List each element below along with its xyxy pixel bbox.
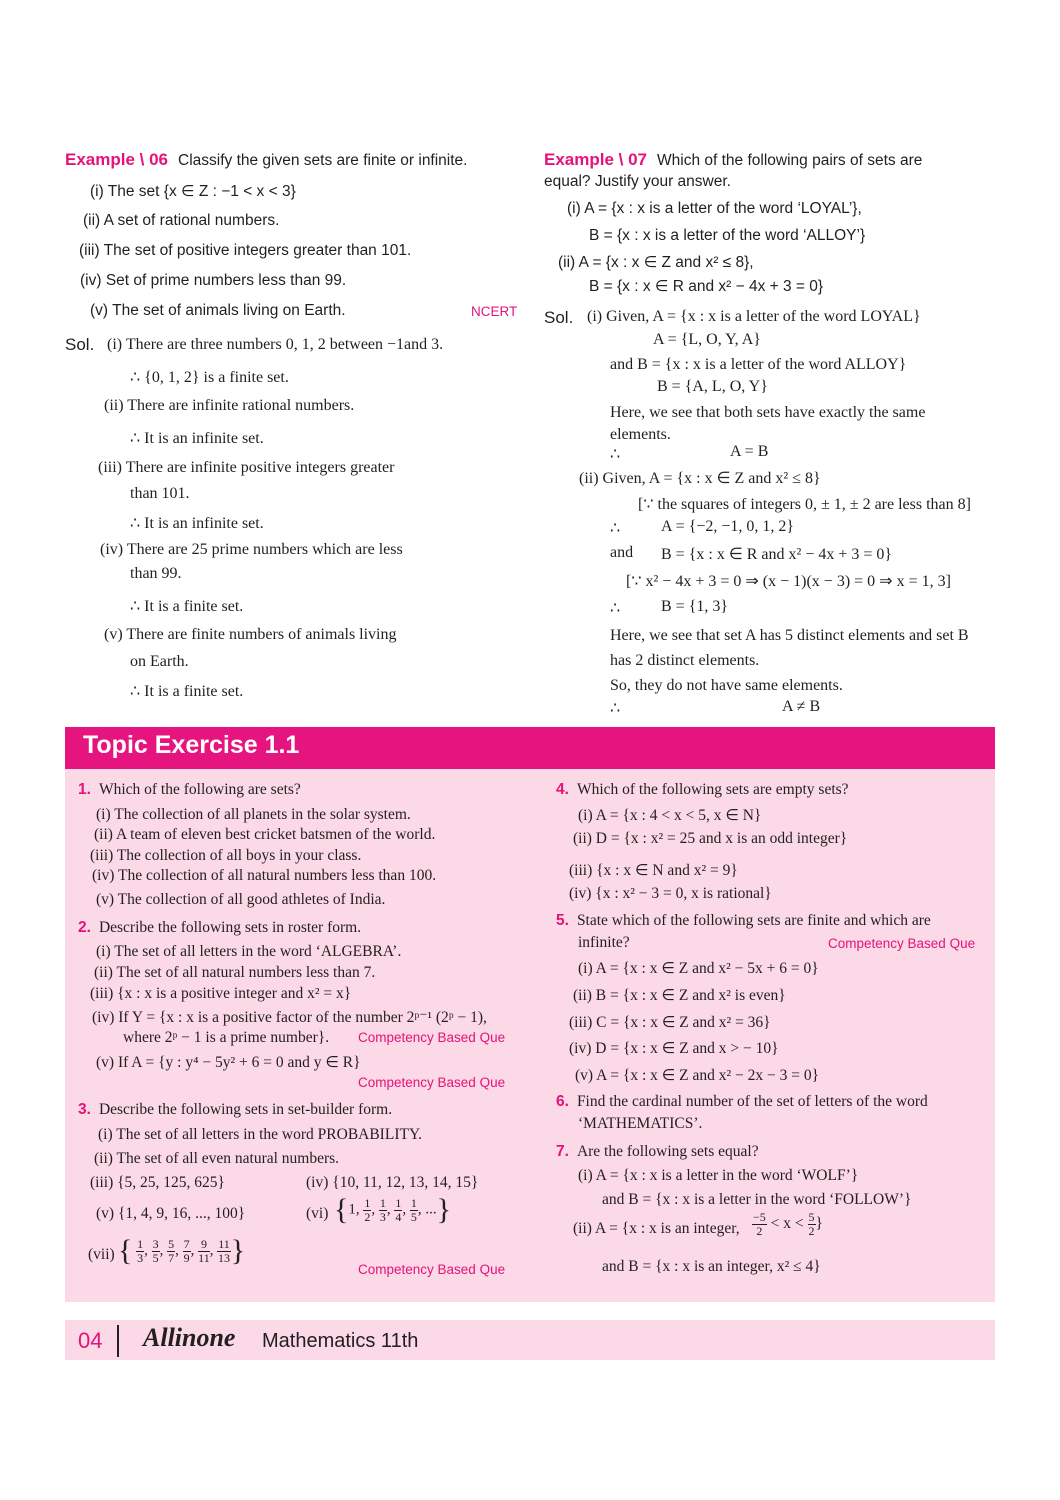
q4-item-1: (i) A = {x : 4 < x < 5, x ∈ N} bbox=[578, 807, 762, 824]
q4-item-4: (iv) {x : x² − 3 = 0, x is rational} bbox=[569, 885, 772, 902]
exercise-q7 bbox=[556, 1143, 759, 1161]
ex06-item-5: (v) The set of animals living on Earth. bbox=[90, 302, 346, 319]
example-06-question: Classify the given sets are finite or infinite. bbox=[178, 152, 468, 169]
q3-item-7-set: { $\frac{1}{3}$ , $\frac{3}{5}$ , $\frac{5}{7}$ , $\frac{7}{9}$ , $\frac{9}{11}$ , $\frac{11}{13}$ } bbox=[118, 1234, 246, 1267]
ex07-sol-4: B = {A, L, O, Y} bbox=[657, 378, 768, 395]
exercise-q4 bbox=[556, 781, 849, 799]
ex07-sol-21: ∴ bbox=[610, 700, 621, 717]
q7-frac-num-2: 5 bbox=[808, 1210, 815, 1224]
ex06-item-3: (iii) The set of positive integers greater than 101. bbox=[79, 242, 412, 259]
ex07-sol-5: Here, we see that both sets have exactly the same bbox=[610, 404, 926, 421]
q3-vi-5: ... bbox=[425, 1201, 437, 1218]
q1-item-1: (i) The collection of all planets in the solar system. bbox=[96, 806, 411, 823]
q3-text: Describe the following sets in set-builder form. bbox=[98, 1101, 393, 1118]
q7-item-2-cont: and B = {x : x is an integer, x² ≤ 4} bbox=[602, 1258, 821, 1275]
ex07-sol-20: So, they do not have same elements. bbox=[610, 677, 843, 694]
q2-item-1: (i) The set of all letters in the word ‘ALGEBRA’. bbox=[96, 943, 402, 960]
exercise-q1 bbox=[78, 781, 301, 799]
example-07 bbox=[544, 150, 922, 170]
ex07-sol-label: Sol. bbox=[544, 308, 574, 327]
q5-item-3: (iii) C = {x : x ∈ Z and x² = 36} bbox=[569, 1014, 771, 1031]
q3-item-7-label: (vii) bbox=[88, 1246, 115, 1263]
q1-item-3: (iii) The collection of all boys in your class. bbox=[90, 847, 362, 864]
ex07-sol-8: A = B bbox=[730, 443, 769, 460]
example-06-label: Example \ 06 bbox=[65, 150, 169, 169]
q5-text-2: infinite? bbox=[578, 934, 630, 951]
q3-item-5: (v) {1, 4, 9, 16, ..., 100} bbox=[96, 1205, 246, 1222]
q2-item-4-cont: where 2ᵖ − 1 is a prime number}. bbox=[123, 1029, 330, 1046]
q5-item-5: (v) A = {x : x ∈ Z and x² − 2x − 3 = 0} bbox=[575, 1067, 820, 1084]
exercise-q6 bbox=[556, 1093, 928, 1111]
q2-item-2: (ii) The set of all natural numbers less than 7. bbox=[94, 964, 376, 981]
competency-tag-3: Competency Based Que bbox=[358, 1262, 506, 1277]
exercise-q3 bbox=[78, 1101, 392, 1119]
q2-text: Describe the following sets in roster form. bbox=[98, 919, 362, 936]
competency-tag-2: Competency Based Que bbox=[358, 1075, 506, 1090]
page-number: 04 bbox=[78, 1328, 103, 1353]
q7-item-1: (i) A = {x : x is a letter in the word ‘WOLF’} bbox=[578, 1167, 859, 1184]
ex06-sol-label: Sol. bbox=[65, 335, 95, 354]
q1-number: 1. bbox=[78, 781, 91, 798]
ex07-item-3: (ii) A = {x : x ∈ Z and x² ≤ 8}, bbox=[558, 254, 754, 271]
q7-item-2-frac bbox=[752, 1211, 823, 1238]
brand-logo: Allinone bbox=[143, 1323, 236, 1352]
q3-item-1: (i) The set of all letters in the word PROBABILITY. bbox=[98, 1126, 423, 1143]
ex06-sol-12: on Earth. bbox=[130, 653, 189, 670]
ex07-sol-1: (i) Given, A = {x : x is a letter of the word LOYAL} bbox=[587, 308, 921, 325]
q1-item-4: (iv) The collection of all natural numbers less than 100. bbox=[92, 867, 437, 884]
ex07-item-4: B = {x : x ∈ R and x² − 4x + 3 = 0} bbox=[589, 278, 824, 295]
competency-tag-1: Competency Based Que bbox=[358, 1030, 506, 1045]
ex07-sol-16: ∴ bbox=[610, 600, 621, 617]
q3-vi-0: 1, bbox=[348, 1201, 360, 1218]
q7-frac-den-2: 2 bbox=[808, 1224, 815, 1238]
q6-text-2: ‘MATHEMATICS’. bbox=[578, 1115, 703, 1132]
q3-item-6-label: (vi) bbox=[306, 1205, 329, 1222]
topic-exercise-title: Topic Exercise 1.1 bbox=[83, 731, 300, 759]
ex07-sol-22: A ≠ B bbox=[782, 698, 821, 715]
competency-tag-4: Competency Based Que bbox=[828, 936, 976, 951]
q7-text: Are the following sets equal? bbox=[576, 1143, 759, 1160]
ex06-sol-5: (iii) There are infinite positive integers greater bbox=[98, 459, 395, 476]
ex07-item-2: B = {x : x is a letter of the word ‘ALLOY’} bbox=[589, 227, 866, 244]
q3-item-6-set: {1, $\frac{1}{2}$ , $\frac{1}{3}$ , $\frac{1}{4}$ , $\frac{1}{5}$ , ...} bbox=[334, 1193, 452, 1226]
q3-item-2: (ii) The set of all even natural numbers. bbox=[94, 1150, 340, 1167]
q2-item-5: (v) If A = {y : y⁴ − 5y² + 6 = 0 and y ∈ R} bbox=[96, 1054, 361, 1071]
footer-divider bbox=[117, 1325, 119, 1357]
ex06-sol-13: ∴ It is a finite set. bbox=[130, 683, 244, 700]
ncert-tag: NCERT bbox=[471, 304, 518, 319]
q4-item-3: (iii) {x : x ∈ N and x² = 9} bbox=[569, 862, 738, 879]
ex07-sol-17: B = {1, 3} bbox=[661, 598, 729, 615]
ex07-sol-10: [∵ the squares of integers 0, ± 1, ± 2 are less than 8] bbox=[638, 496, 971, 513]
q5-item-1: (i) A = {x : x ∈ Z and x² − 5x + 6 = 0} bbox=[578, 960, 819, 977]
ex07-sol-3: and B = {x : x is a letter of the word ALLOY} bbox=[610, 356, 907, 373]
q7-frac-mid: < x < bbox=[770, 1215, 804, 1233]
ex07-sol-18: Here, we see that set A has 5 distinct elements and set B bbox=[610, 627, 969, 644]
q5-item-2: (ii) B = {x : x ∈ Z and x² is even} bbox=[573, 987, 786, 1004]
ex06-sol-1: (i) There are three numbers 0, 1, 2 between −1and 3. bbox=[107, 336, 444, 353]
example-07-question-2: equal? Justify your answer. bbox=[544, 173, 731, 190]
ex07-item-1: (i) A = {x : x is a letter of the word ‘LOYAL’}, bbox=[567, 200, 862, 217]
q1-text: Which of the following are sets? bbox=[98, 781, 301, 798]
ex06-item-2: (ii) A set of rational numbers. bbox=[83, 212, 280, 229]
q1-item-2: (ii) A team of eleven best cricket batsmen of the world. bbox=[94, 826, 436, 843]
ex07-sol-7: ∴ bbox=[610, 446, 621, 463]
ex06-sol-3: (ii) There are infinite rational numbers. bbox=[104, 397, 355, 414]
q5-text-1: State which of the following sets are finite and which are bbox=[576, 912, 931, 929]
ex07-sol-9: (ii) Given, A = {x : x ∈ Z and x² ≤ 8} bbox=[579, 470, 821, 487]
q2-item-3: (iii) {x : x is a positive integer and x² = x} bbox=[90, 985, 352, 1002]
ex07-sol-14: B = {x : x ∈ R and x² − 4x + 3 = 0} bbox=[661, 546, 893, 563]
ex07-sol-6: elements. bbox=[610, 426, 671, 443]
subject-label: Mathematics 11th bbox=[262, 1330, 419, 1352]
ex07-sol-13: and bbox=[610, 544, 634, 561]
ex06-sol-4: ∴ It is an infinite set. bbox=[130, 430, 264, 447]
q7-item-1-cont: and B = {x : x is a letter in the word ‘FOLLOW’} bbox=[602, 1191, 912, 1208]
q5-number: 5. bbox=[556, 912, 569, 929]
ex06-sol-11: (v) There are finite numbers of animals living bbox=[104, 626, 397, 643]
ex06-sol-9: than 99. bbox=[130, 565, 182, 582]
q7-number: 7. bbox=[556, 1143, 569, 1160]
ex07-sol-12: A = {−2, −1, 0, 1, 2} bbox=[661, 518, 795, 535]
ex06-item-1: (i) The set {x ∈ Z : −1 < x < 3} bbox=[90, 183, 296, 200]
ex07-sol-2: A = {L, O, Y, A} bbox=[653, 331, 761, 348]
q5-item-4: (iv) D = {x : x ∈ Z and x > − 10} bbox=[569, 1040, 779, 1057]
q7-item-2: (ii) A = {x : x is an integer, bbox=[573, 1220, 740, 1237]
ex06-item-4: (iv) Set of prime numbers less than 99. bbox=[80, 272, 347, 289]
q2-number: 2. bbox=[78, 919, 91, 936]
q3-number: 3. bbox=[78, 1101, 91, 1118]
exercise-q5 bbox=[556, 912, 931, 930]
q4-item-2: (ii) D = {x : x² = 25 and x is an odd integer} bbox=[573, 830, 848, 847]
q1-item-5: (v) The collection of all good athletes of India. bbox=[96, 891, 386, 908]
q7-frac-close: } bbox=[815, 1215, 823, 1233]
ex07-sol-19: has 2 distinct elements. bbox=[610, 652, 760, 669]
ex07-sol-11: ∴ bbox=[610, 520, 621, 537]
ex06-sol-8: (iv) There are 25 prime numbers which are less bbox=[100, 541, 403, 558]
q6-number: 6. bbox=[556, 1093, 569, 1110]
q7-frac-num-1: −5 bbox=[753, 1210, 766, 1224]
q3-item-4: (iv) {10, 11, 12, 13, 14, 15} bbox=[306, 1174, 479, 1191]
exercise-q2 bbox=[78, 919, 361, 937]
ex06-sol-7: ∴ It is an infinite set. bbox=[130, 515, 264, 532]
q4-text: Which of the following sets are empty sets? bbox=[576, 781, 849, 798]
example-07-label: Example \ 07 bbox=[544, 150, 648, 169]
q4-number: 4. bbox=[556, 781, 569, 798]
ex06-sol-2: ∴ {0, 1, 2} is a finite set. bbox=[130, 369, 289, 386]
q6-text-1: Find the cardinal number of the set of letters of the word bbox=[576, 1093, 928, 1110]
ex07-sol-15: [∵ x² − 4x + 3 = 0 ⇒ (x − 1)(x − 3) = 0 ⇒ x = 1, 3] bbox=[626, 573, 951, 590]
ex06-sol-10: ∴ It is a finite set. bbox=[130, 598, 244, 615]
example-07-question-1: Which of the following pairs of sets are bbox=[657, 152, 923, 169]
q2-item-4: (iv) If Y = {x : x is a positive factor of the number 2ᵖ⁻¹ (2ᵖ − 1), bbox=[92, 1009, 487, 1026]
q3-item-3: (iii) {5, 25, 125, 625} bbox=[90, 1174, 225, 1191]
ex06-sol-6: than 101. bbox=[130, 485, 190, 502]
example-06 bbox=[65, 150, 467, 170]
q7-frac-den-1: 2 bbox=[756, 1224, 763, 1238]
